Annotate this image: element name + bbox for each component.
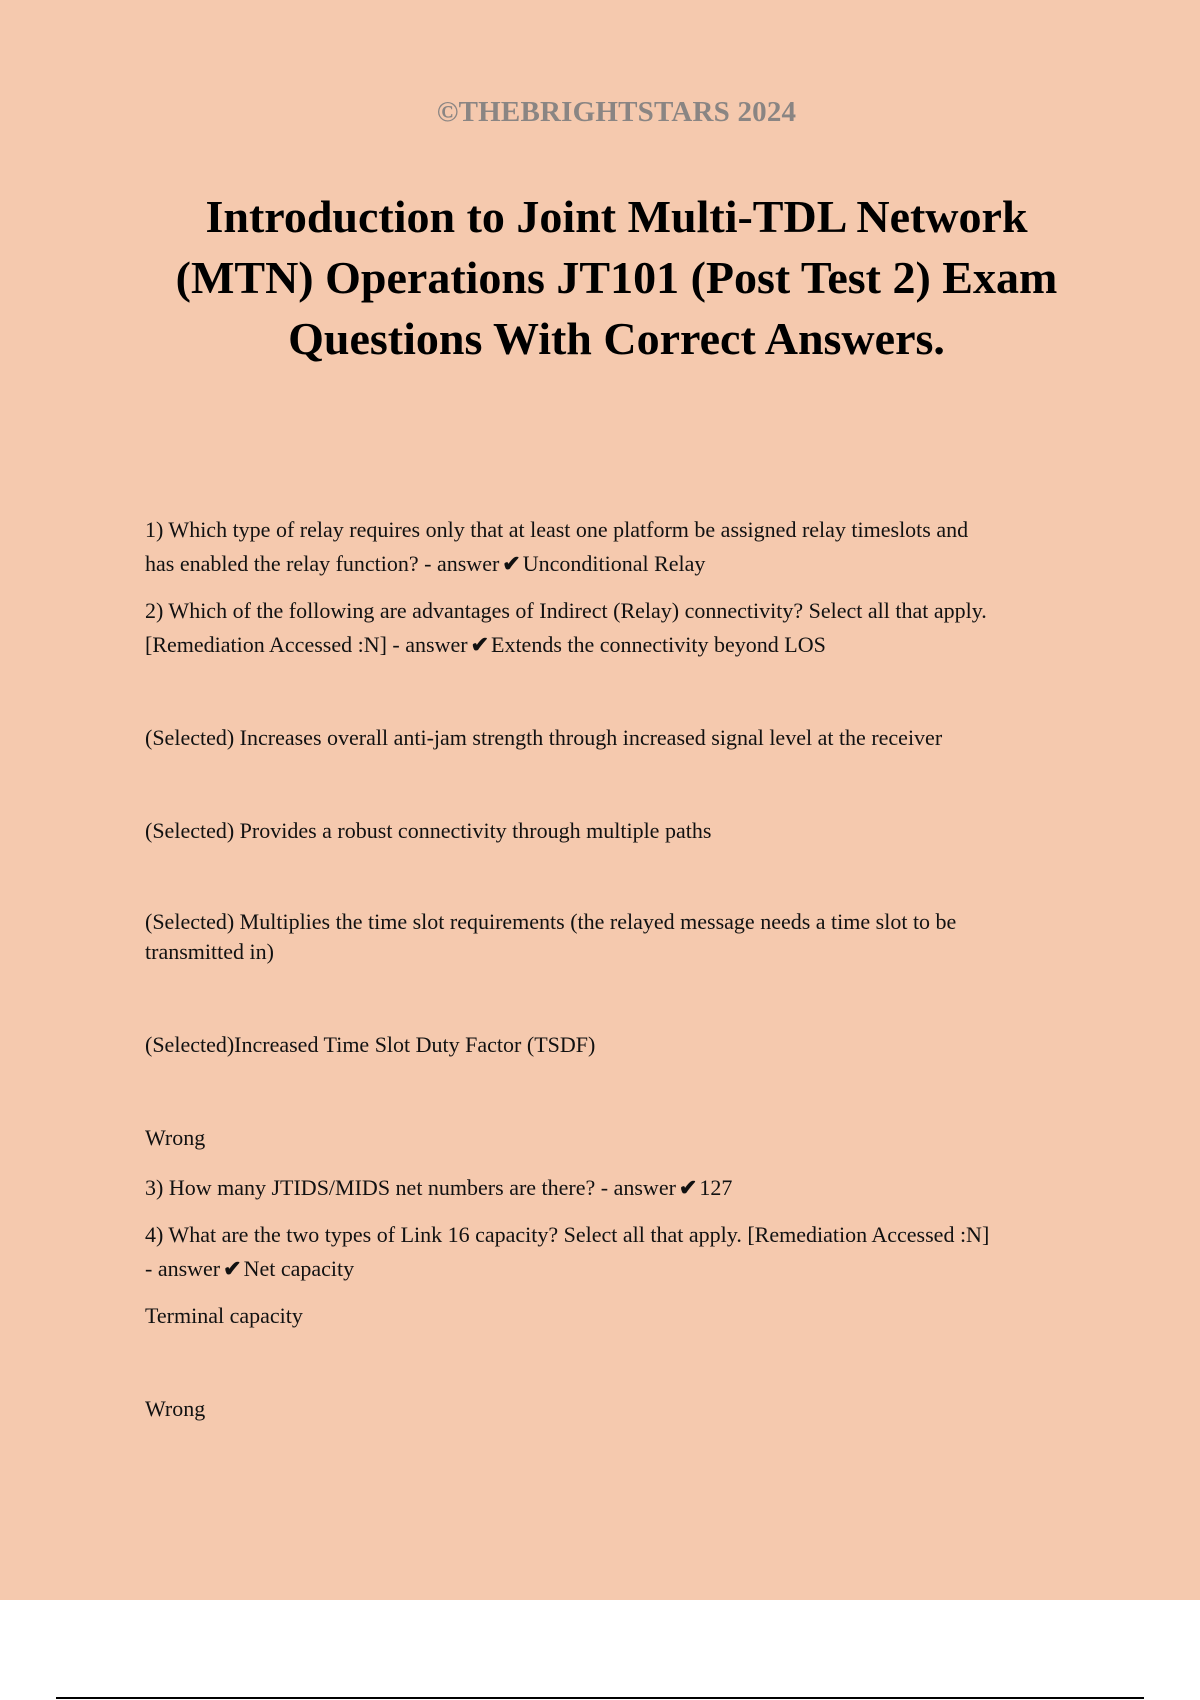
question-2-option-3-line-2: transmitted in)	[145, 939, 274, 964]
title-line-3: Questions With Correct Answers.	[288, 313, 945, 364]
question-1-answer-line	[145, 547, 1095, 581]
question-2-option-3	[145, 907, 1095, 967]
question-2-option-4: (Selected)Increased Time Slot Duty Factor (TSDF)	[145, 1032, 596, 1057]
question-2-text: 2) Which of the following are advantages of Indirect (Relay) connectivity? Select all that apply.	[145, 598, 987, 623]
question-1-text: 1) Which type of relay requires only that at least one platform be assigned relay timeslots and	[145, 517, 969, 542]
question-2-answer-line	[145, 628, 1095, 662]
check-icon: ✔	[223, 1256, 242, 1281]
question-1	[145, 513, 1095, 581]
question-2-answer: Extends the connectivity beyond LOS	[491, 632, 826, 657]
question-2-result: Wrong	[145, 1125, 206, 1150]
question-1-answer: Unconditional Relay	[522, 551, 706, 576]
question-4-answer: Net capacity	[243, 1256, 355, 1281]
check-icon: ✔	[678, 1175, 698, 1200]
footer-divider	[56, 1697, 1144, 1699]
check-icon: ✔	[470, 632, 489, 657]
question-4-answer-line	[145, 1252, 1095, 1286]
question-3-text: 3) How many JTIDS/MIDS net numbers are there? - answer	[145, 1175, 676, 1200]
document-title	[120, 186, 1113, 369]
copyright-watermark: ©THEBRIGHTSTARS 2024	[436, 96, 797, 128]
question-3	[145, 1171, 1095, 1205]
check-icon: ✔	[502, 551, 521, 576]
title-line-2: (MTN) Operations JT101 (Post Test 2) Exam	[175, 252, 1058, 303]
question-2-option-2: (Selected) Provides a robust connectivity through multiple paths	[145, 818, 712, 843]
question-2-answer-prefix: [Remediation Accessed :N] - answer	[145, 632, 468, 657]
question-2-option-3-line-1: (Selected) Multiplies the time slot requirements (the relayed message needs a time slot to be	[145, 909, 957, 934]
question-4	[145, 1218, 1095, 1286]
question-4-answer-2: Terminal capacity	[145, 1303, 303, 1328]
question-4-text: 4) What are the two types of Link 16 capacity? Select all that apply. [Remediation Accessed :N]	[145, 1222, 990, 1247]
question-4-answer-prefix: - answer	[145, 1256, 221, 1281]
question-3-answer: 127	[699, 1175, 733, 1200]
title-line-1: Introduction to Joint Multi-TDL Network	[205, 191, 1028, 242]
question-2-option-1: (Selected) Increases overall anti-jam strength through increased signal level at the receiver	[145, 725, 943, 750]
question-2	[145, 594, 1095, 662]
question-1-answer-prefix: has enabled the relay function? - answer	[145, 551, 500, 576]
question-4-result: Wrong	[145, 1396, 206, 1421]
